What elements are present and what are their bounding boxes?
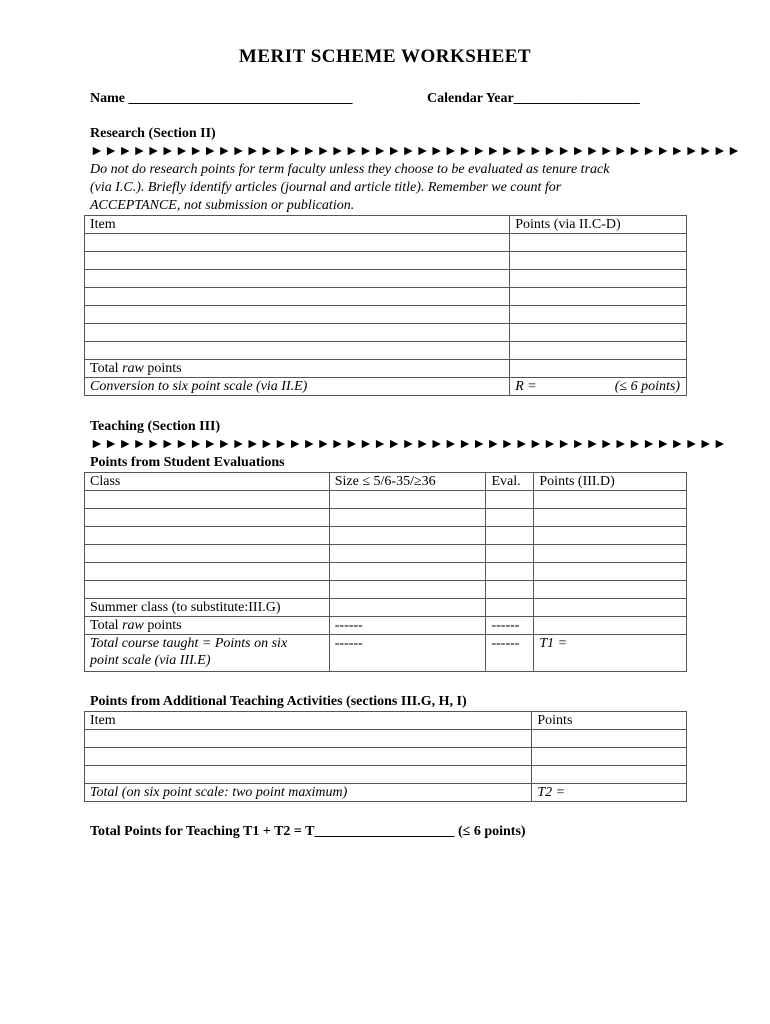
points-cell[interactable] [534, 527, 687, 545]
eval-cell[interactable] [486, 599, 534, 617]
table-row [85, 784, 687, 802]
name-blank: ________________________________ [128, 91, 353, 106]
student-evaluations-heading: Points from Student Evaluations [90, 455, 285, 470]
table-row [85, 378, 687, 396]
raw-word: raw [122, 361, 144, 376]
table-row[interactable] [85, 766, 687, 784]
table-row[interactable] [85, 234, 687, 252]
points-cell[interactable] [534, 563, 687, 581]
activity-item-cell[interactable] [85, 748, 532, 766]
column-header-size: Size ≤ 5/6-35/≥36 [329, 473, 486, 491]
class-cell[interactable] [85, 509, 330, 527]
research-table [84, 215, 687, 396]
total-suffix: points [143, 618, 182, 633]
research-item-cell[interactable] [85, 270, 510, 288]
eval-dashes: ------ [486, 635, 534, 672]
size-cell[interactable] [329, 545, 486, 563]
research-heading: Research (Section II) [90, 126, 216, 141]
additional-activities-table [84, 711, 687, 802]
teaching-total-raw-label [85, 617, 330, 635]
calendar-year-field[interactable] [427, 91, 640, 107]
calendar-year-label: Calendar Year [427, 91, 514, 106]
points-cell[interactable] [534, 491, 687, 509]
eval-cell[interactable] [486, 563, 534, 581]
table-row[interactable] [85, 509, 687, 527]
class-cell[interactable] [85, 563, 330, 581]
table-row[interactable] [85, 288, 687, 306]
activity-points-cell[interactable] [532, 748, 687, 766]
size-cell[interactable] [329, 509, 486, 527]
eval-cell[interactable] [486, 527, 534, 545]
size-dashes: ------ [329, 617, 486, 635]
eval-cell[interactable] [486, 545, 534, 563]
research-total-points-cell[interactable] [510, 360, 687, 378]
size-cell[interactable] [329, 527, 486, 545]
table-row[interactable] [85, 563, 687, 581]
research-item-cell[interactable] [85, 342, 510, 360]
size-cell[interactable] [329, 563, 486, 581]
research-item-cell[interactable] [85, 252, 510, 270]
research-note-line2: (via I.C.). Briefly identify articles (journal and article title). Remember we count for [90, 180, 562, 195]
column-header-class: Class [85, 473, 330, 491]
size-cell[interactable] [329, 599, 486, 617]
size-cell[interactable] [329, 581, 486, 599]
eval-cell[interactable] [486, 509, 534, 527]
table-row[interactable] [85, 306, 687, 324]
research-total-raw-label [85, 360, 510, 378]
page-title: MERIT SCHEME WORKSHEET [238, 46, 532, 67]
table-row[interactable] [85, 527, 687, 545]
r-label: R = [515, 379, 537, 394]
research-note-line3: ACCEPTANCE, not submission or publication. [90, 198, 355, 213]
student-evaluations-table [84, 472, 687, 672]
research-points-cell[interactable] [510, 342, 687, 360]
column-header-item: Item [85, 712, 532, 730]
additional-total-label: Total (on six point scale: two point maximum) [85, 784, 532, 802]
total-prefix: Total [90, 361, 123, 376]
activity-points-cell[interactable] [532, 766, 687, 784]
column-header-points: Points (via II.C-D) [510, 216, 687, 234]
table-row [85, 617, 687, 635]
raw-word: raw [122, 618, 144, 633]
column-header-points: Points (III.D) [534, 473, 687, 491]
research-points-cell[interactable] [510, 324, 687, 342]
class-cell[interactable] [85, 581, 330, 599]
table-row[interactable] [85, 748, 687, 766]
eval-dashes: ------ [486, 617, 534, 635]
table-row[interactable] [85, 730, 687, 748]
research-note-line1: Do not do research points for term faculty unless they choose to be evaluated as tenure track [90, 162, 610, 177]
table-row[interactable] [85, 581, 687, 599]
summer-class-label: Summer class (to substitute:III.G) [85, 599, 330, 617]
size-dashes: ------ [329, 635, 486, 672]
eval-cell[interactable] [486, 581, 534, 599]
research-item-cell[interactable] [85, 288, 510, 306]
research-arrows: ►►►►►►►►►►►►►►►►►►►►►►►►►►►►►►►►►►►►►►►►►►►►►► [90, 144, 742, 159]
t2-cell[interactable]: T2 = [532, 784, 687, 802]
table-row [85, 635, 687, 672]
class-cell[interactable] [85, 545, 330, 563]
eval-cell[interactable] [486, 491, 534, 509]
research-points-cell[interactable] [510, 306, 687, 324]
table-row[interactable] [85, 545, 687, 563]
t1-cell[interactable]: T1 = [534, 635, 687, 672]
total-course-taught-label [85, 635, 330, 672]
size-cell[interactable] [329, 491, 486, 509]
research-item-cell[interactable] [85, 306, 510, 324]
total-prefix: Total [90, 618, 123, 633]
points-cell[interactable] [534, 545, 687, 563]
total-teaching-blank[interactable]: ____________________ [314, 824, 455, 839]
column-header-eval: Eval. [486, 473, 534, 491]
class-cell[interactable] [85, 491, 330, 509]
total-suffix: points [143, 361, 182, 376]
r-max: (≤ 6 points) [614, 379, 680, 394]
additional-activities-heading: Points from Additional Teaching Activities (sections III.G, H, I) [90, 694, 467, 709]
research-points-cell[interactable] [510, 288, 687, 306]
total-teaching-suffix: (≤ 6 points) [454, 824, 526, 839]
research-item-cell[interactable] [85, 234, 510, 252]
table-row [85, 473, 687, 491]
points-cell[interactable] [534, 581, 687, 599]
table-row[interactable] [85, 252, 687, 270]
table-row [85, 216, 687, 234]
teaching-heading: Teaching (Section III) [90, 419, 221, 434]
points-cell[interactable] [534, 599, 687, 617]
activity-item-cell[interactable] [85, 730, 532, 748]
research-points-cell[interactable] [510, 270, 687, 288]
points-cell[interactable] [534, 509, 687, 527]
name-field[interactable] [90, 91, 353, 107]
points-cell[interactable] [534, 617, 687, 635]
column-header-points: Points [532, 712, 687, 730]
research-conversion-label: Conversion to six point scale (via II.E) [85, 378, 510, 396]
name-label: Name [90, 91, 125, 106]
research-item-cell[interactable] [85, 324, 510, 342]
total-taught-line1: Total course taught = Points on six [90, 636, 288, 651]
teaching-arrows: ►►►►►►►►►►►►►►►►►►►►►►►►►►►►►►►►►►►►►►►►►►►►► [90, 437, 728, 452]
table-row [85, 360, 687, 378]
table-row[interactable] [85, 342, 687, 360]
table-row[interactable] [85, 599, 687, 617]
activity-points-cell[interactable] [532, 730, 687, 748]
table-row[interactable] [85, 491, 687, 509]
research-points-cell[interactable] [510, 234, 687, 252]
activity-item-cell[interactable] [85, 766, 532, 784]
total-teaching-points [90, 824, 526, 840]
calendar-year-blank: __________________ [513, 91, 640, 106]
table-row[interactable] [85, 324, 687, 342]
total-teaching-prefix: Total Points for Teaching T1 + T2 = T [90, 824, 315, 839]
total-taught-line2: point scale (via III.E) [90, 653, 211, 668]
research-r-cell[interactable] [510, 378, 687, 396]
table-row [85, 712, 687, 730]
column-header-item: Item [85, 216, 510, 234]
research-points-cell[interactable] [510, 252, 687, 270]
table-row[interactable] [85, 270, 687, 288]
class-cell[interactable] [85, 527, 330, 545]
